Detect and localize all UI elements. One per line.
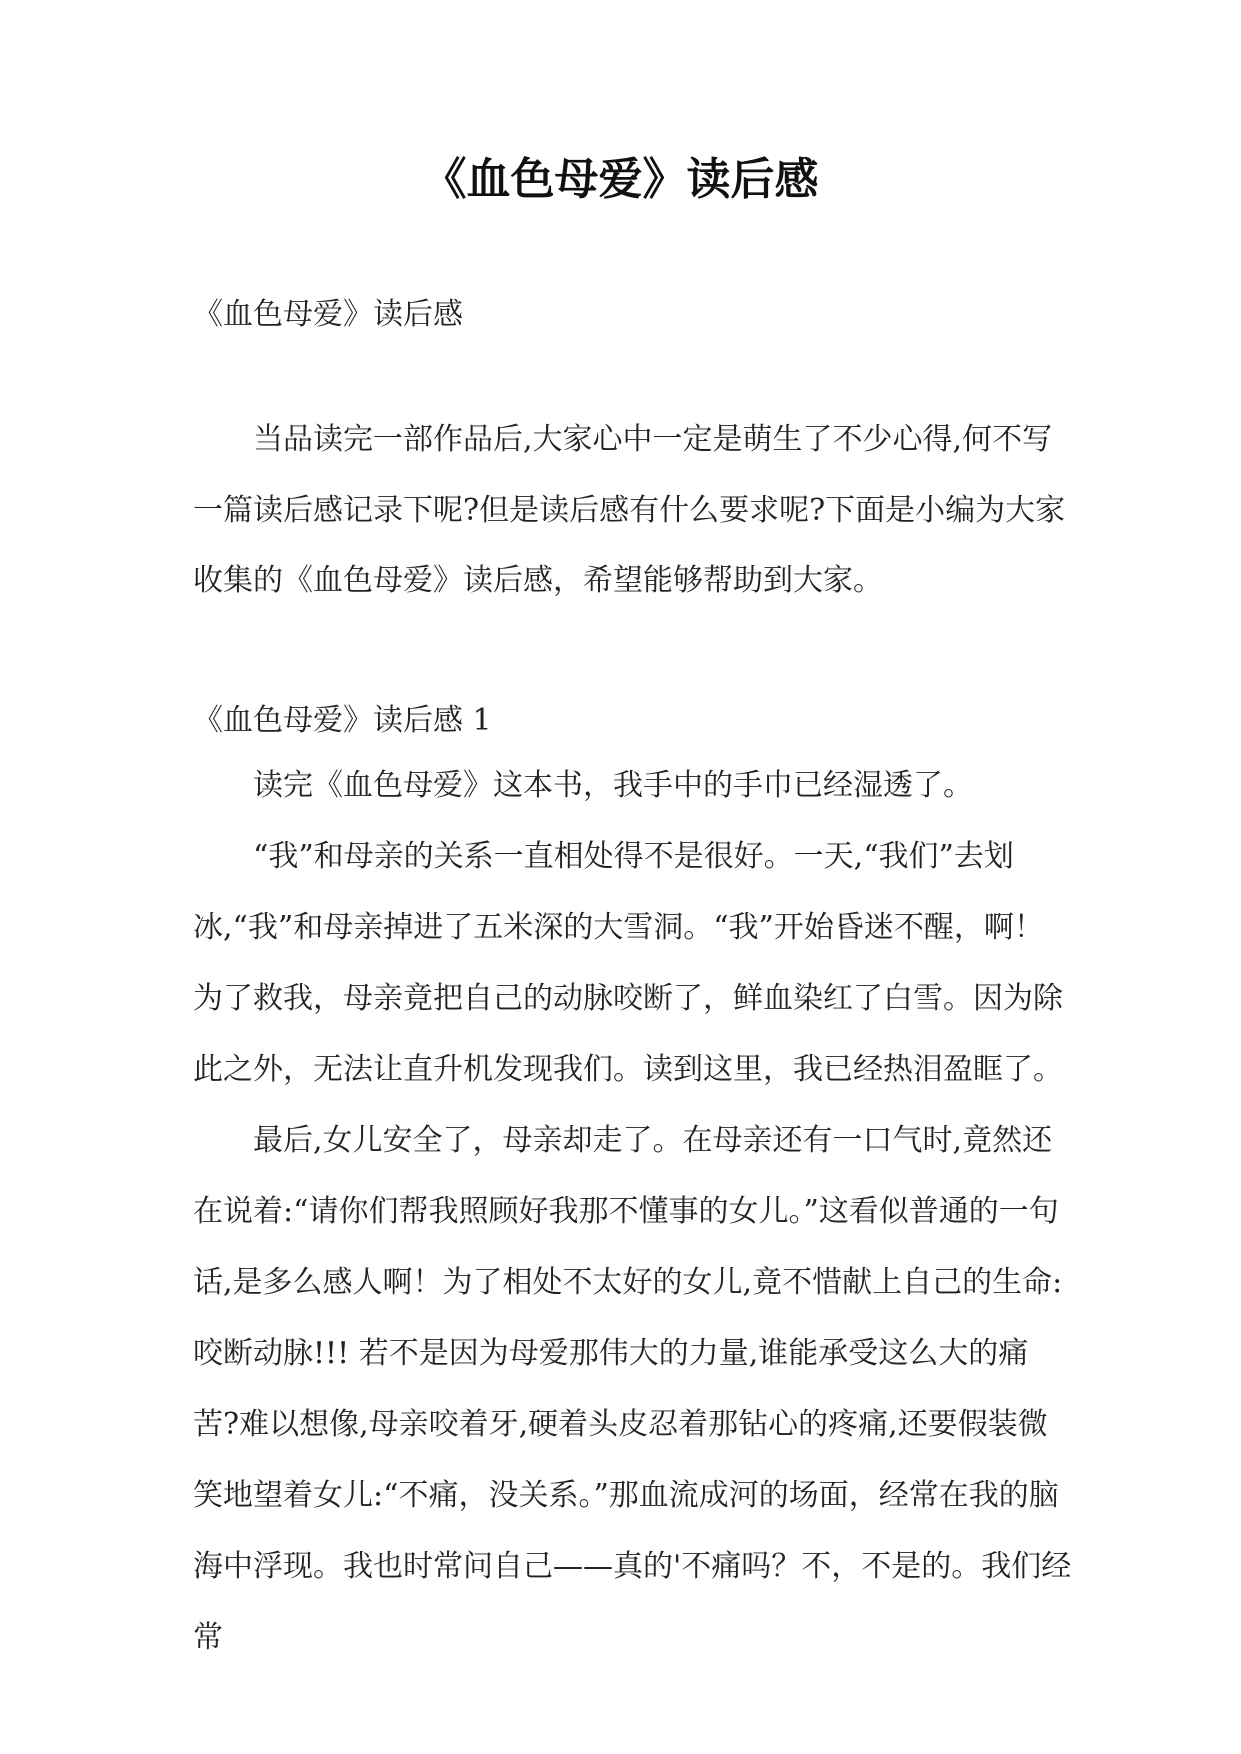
body-paragraph-1: 读完《血色母爱》这本书，我手中的手巾已经湿透了。 — [253, 768, 973, 803]
intro-paragraph: 当品读完一部作品后,大家心中一定是萌生了不少心得,何不写一篇读后感记录下呢?但是读后感有什么要求呢?下面是小编为大家收集的《血色母爱》读后感，希望能够帮助到大家。 — [193, 422, 1066, 598]
body-paragraph-2: “我”和母亲的关系一直相处得不是很好。一天,“我们”去划冰,“我”和母亲掉进了五米深的大雪洞。“我”开始昏迷不醒，啊！为了救我，母亲竟把自己的动脉咬断了，鲜血染红了白雪。因为除此之外，无法让直升机发现我们。读到这里，我已经热泪盈眶了。 — [193, 839, 1063, 1087]
document-subtitle: 《血色母爱》读后感 — [193, 297, 463, 332]
section-heading: 《血色母爱》读后感 1 — [193, 703, 492, 738]
section-body — [193, 750, 1073, 1673]
body-paragraph-3: 最后,女儿安全了，母亲却走了。在母亲还有一口气时,竟然还在说着:“请你们帮我照顾好我那不懂事的女儿。”这看似普通的一句话,是多么感人啊！为了相处不太好的女儿,竟不惜献上自己的生命:咬断动脉!!! 若不是因为母爱那伟大的力量,谁能承受这么大的痛苦?难以想像,母亲咬着牙,硬着头皮忍着那钻心的疼痛,还要假装微笑地望着女儿:“不痛，没关系。”那血流成河的场面，经常在我的脑海中浮现。我也时常问自己——真的'不痛吗？不，不是的。我们经常 — [193, 1123, 1072, 1655]
document-title: 《血色母爱》读后感 — [422, 154, 819, 205]
